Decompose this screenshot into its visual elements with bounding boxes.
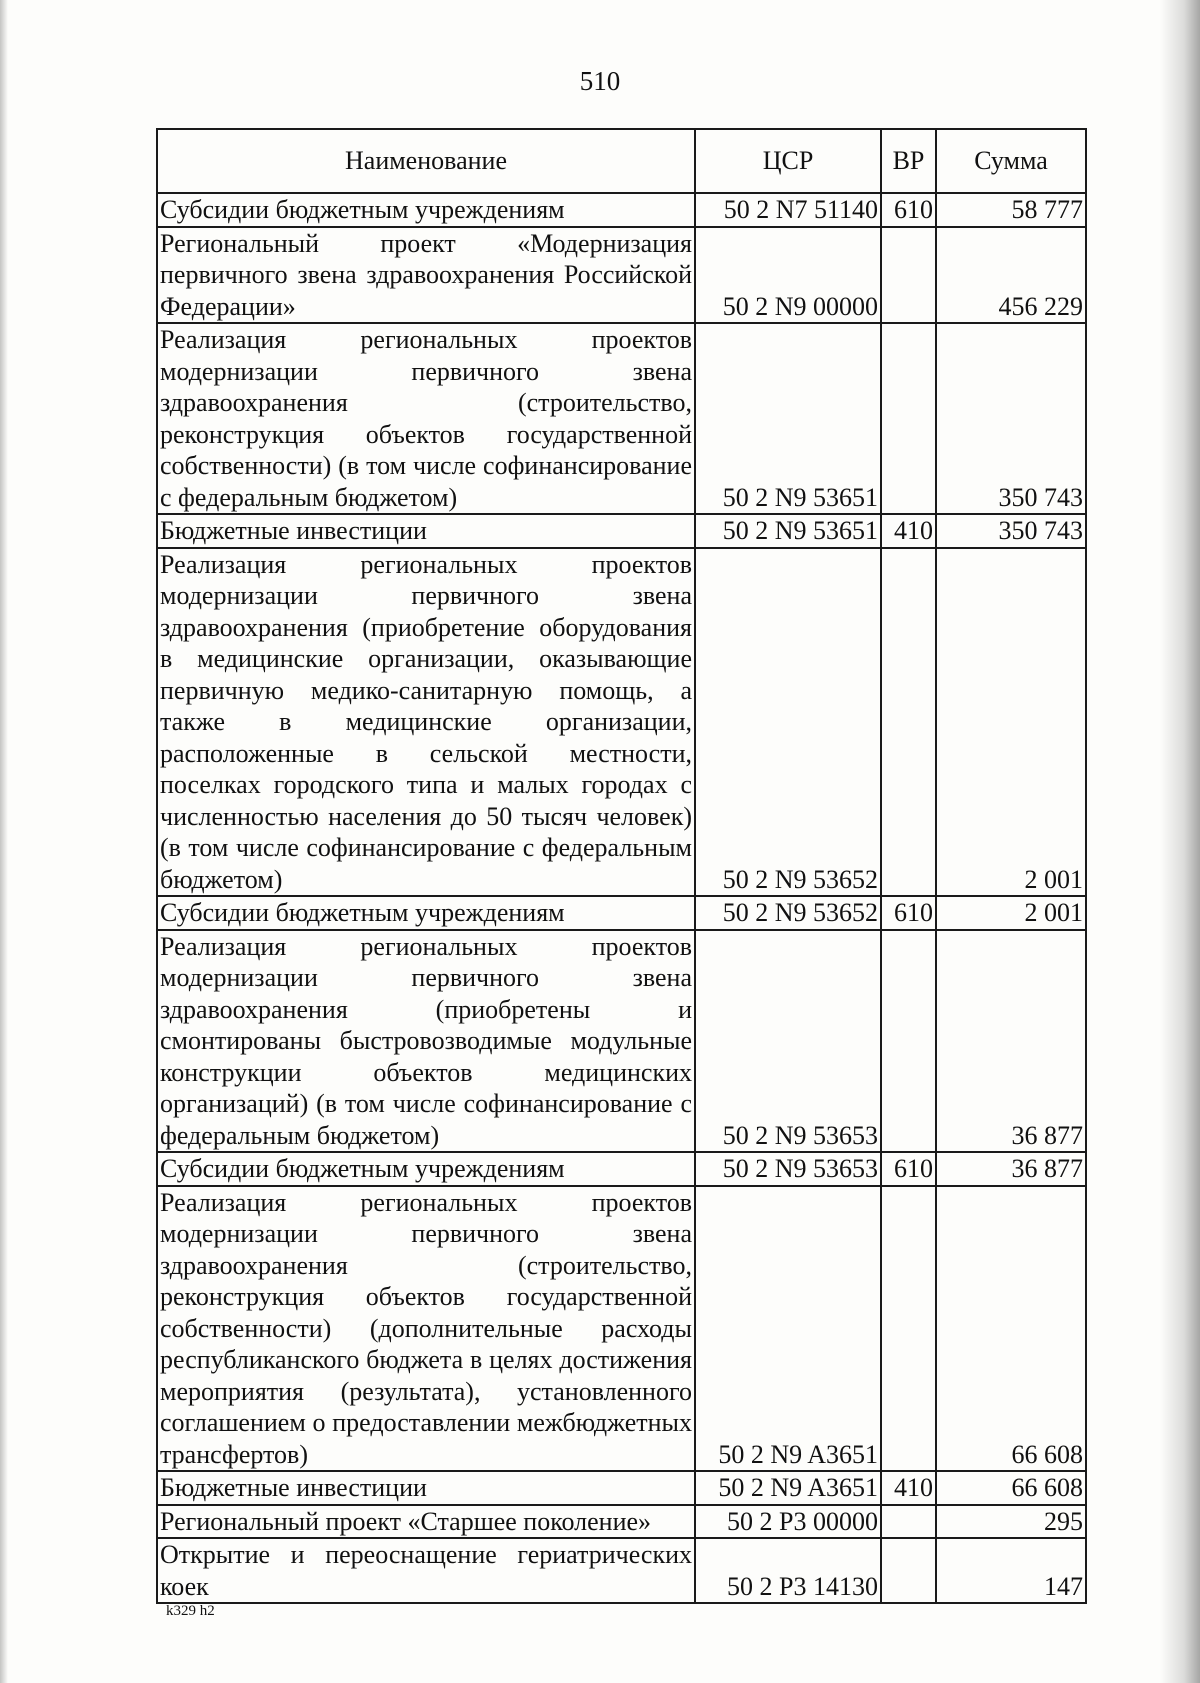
row-name: Реализация региональных проектов модернизации первичного звена здравоохранения (приобретение оборудования в медицинские организации, оказывающие первичную медико-санитарную помощь, а также в медицинские организации, расположенные в сельской местности, поселках городского типа и малых городах с численностью населения до 50 тысяч человек) (в том числе софинансирование с федеральным бюджетом) xyxy=(157,548,695,897)
row-vr: 610 xyxy=(881,193,936,227)
row-csr: 50 2 N7 51140 xyxy=(695,193,881,227)
row-name: Реализация региональных проектов модернизации первичного звена здравоохранения (приобретены и смонтированы быстровозводимые модульные конструкции объектов медицинских организаций) (в том числе софинансирование с федеральным бюджетом) xyxy=(157,930,695,1153)
row-vr xyxy=(881,548,936,897)
row-sum: 350 743 xyxy=(936,514,1086,548)
table-row xyxy=(157,1538,1086,1603)
row-sum: 350 743 xyxy=(936,323,1086,514)
row-vr: 410 xyxy=(881,514,936,548)
row-name: Бюджетные инвестиции xyxy=(157,1471,695,1505)
table-row xyxy=(157,514,1086,548)
row-sum: 147 xyxy=(936,1538,1086,1603)
row-name: Региональный проект «Модернизация первичного звена здравоохранения Российской Федерации» xyxy=(157,227,695,324)
page-number: 510 xyxy=(579,66,621,96)
row-sum: 36 877 xyxy=(936,1152,1086,1186)
row-sum: 295 xyxy=(936,1505,1086,1539)
table-row xyxy=(157,323,1086,514)
row-name: Субсидии бюджетным учреждениям xyxy=(157,896,695,930)
row-name: Региональный проект «Старшее поколение» xyxy=(157,1505,695,1539)
row-vr xyxy=(881,1538,936,1603)
row-vr xyxy=(881,227,936,324)
table-row xyxy=(157,1471,1086,1505)
table-header-row xyxy=(157,129,1086,193)
table-row xyxy=(157,1152,1086,1186)
row-csr: 50 2 P3 00000 xyxy=(695,1505,881,1539)
header-sum: Сумма xyxy=(936,129,1086,193)
header-name: Наименование xyxy=(157,129,695,193)
row-name: Реализация региональных проектов модернизации первичного звена здравоохранения (строительство, реконструкция объектов государственной собственности) (в том числе софинансирование с федеральным бюджетом) xyxy=(157,323,695,514)
row-csr: 50 2 N9 53652 xyxy=(695,896,881,930)
row-vr xyxy=(881,323,936,514)
table-row xyxy=(157,227,1086,324)
row-sum: 58 777 xyxy=(936,193,1086,227)
table-row xyxy=(157,193,1086,227)
row-sum: 2 001 xyxy=(936,548,1086,897)
row-name: Открытие и переоснащение гериатрических коек xyxy=(157,1538,695,1603)
row-csr: 50 2 N9 53651 xyxy=(695,514,881,548)
table-row xyxy=(157,548,1086,897)
header-vr: ВР xyxy=(881,129,936,193)
row-sum: 66 608 xyxy=(936,1471,1086,1505)
row-sum: 36 877 xyxy=(936,930,1086,1153)
row-sum: 66 608 xyxy=(936,1186,1086,1472)
row-sum: 456 229 xyxy=(936,227,1086,324)
table-row xyxy=(157,1186,1086,1472)
row-name: Бюджетные инвестиции xyxy=(157,514,695,548)
row-vr xyxy=(881,930,936,1153)
table-row xyxy=(157,1505,1086,1539)
budget-table xyxy=(156,128,1087,1604)
row-vr: 410 xyxy=(881,1471,936,1505)
scan-edge-right xyxy=(1160,0,1200,1683)
row-name: Субсидии бюджетным учреждениям xyxy=(157,193,695,227)
footer-code: k329 h2 xyxy=(166,1603,215,1619)
row-vr: 610 xyxy=(881,896,936,930)
row-csr: 50 2 N9 53652 xyxy=(695,548,881,897)
row-sum: 2 001 xyxy=(936,896,1086,930)
row-csr: 50 2 N9 A3651 xyxy=(695,1186,881,1472)
row-vr xyxy=(881,1505,936,1539)
table-row xyxy=(157,896,1086,930)
row-csr: 50 2 N9 53653 xyxy=(695,930,881,1153)
row-vr: 610 xyxy=(881,1152,936,1186)
row-csr: 50 2 P3 14130 xyxy=(695,1538,881,1603)
header-csr: ЦСР xyxy=(695,129,881,193)
row-vr xyxy=(881,1186,936,1472)
row-name: Реализация региональных проектов модернизации первичного звена здравоохранения (строительство, реконструкция объектов государственной собственности) (дополнительные расходы республиканского бюджета в целях достижения мероприятия (результата), установленного соглашением о предоставлении межбюджетных трансфертов) xyxy=(157,1186,695,1472)
row-csr: 50 2 N9 53651 xyxy=(695,323,881,514)
table-row xyxy=(157,930,1086,1153)
row-name: Субсидии бюджетным учреждениям xyxy=(157,1152,695,1186)
scan-edge-left xyxy=(0,0,8,1683)
row-csr: 50 2 N9 53653 xyxy=(695,1152,881,1186)
row-csr: 50 2 N9 00000 xyxy=(695,227,881,324)
row-csr: 50 2 N9 A3651 xyxy=(695,1471,881,1505)
